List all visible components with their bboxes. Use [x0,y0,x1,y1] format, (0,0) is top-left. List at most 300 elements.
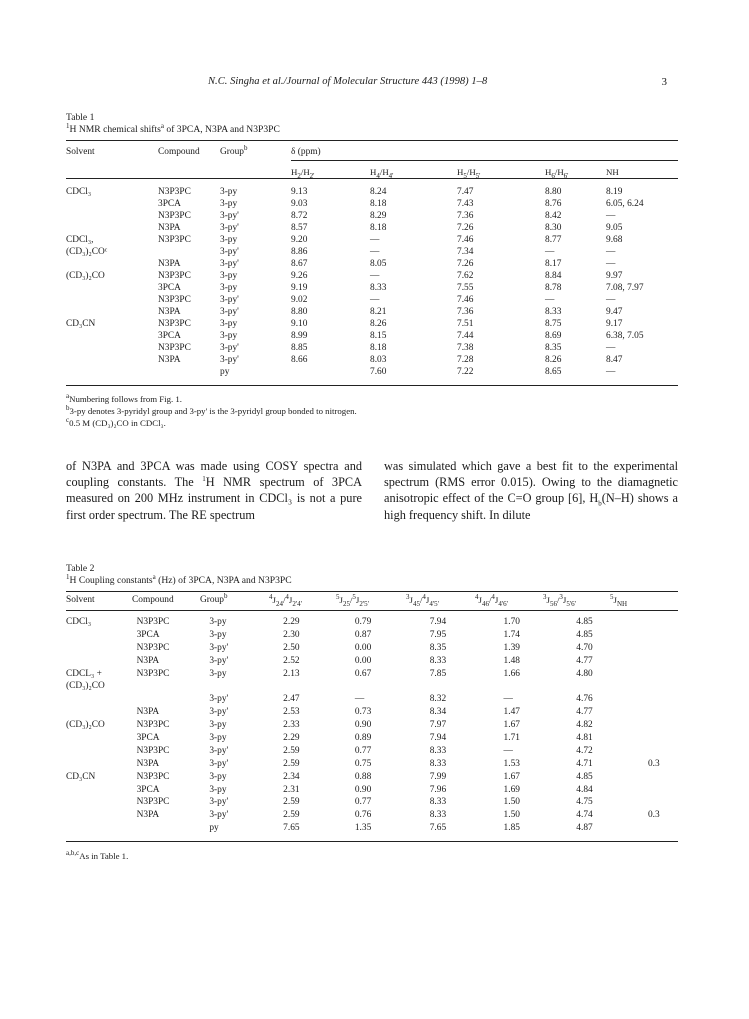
cell-nh: 8.47 [606,355,623,365]
cell-compound: N3P3PC [158,211,191,221]
cell-compound [158,366,220,378]
cell-j46: 1.39 [503,642,520,653]
cell-j46: 1.71 [503,733,520,744]
cell-j45: 7.94 [429,617,447,627]
cell-h6: 8.80 [545,187,562,197]
cell-j24: 2.52 [283,655,300,666]
table2-header [66,591,678,608]
cell-j45: 8.32 [429,694,447,705]
col-nh: NH [606,167,619,177]
cell-nh: — [606,295,616,305]
table2-top-rule [66,591,678,592]
table-row [66,210,678,222]
cell-solvent: (CD₃)₂CO [66,720,105,731]
cell-solvent: (CD₃)₂CO [66,271,105,281]
col-j56: $^3J_{56}/^3J_{5'6'}$ [543,593,576,608]
col-h2: $H_2/H_{2'}$ [291,167,315,180]
table-row [66,366,678,378]
cell-h4: 8.21 [370,307,387,317]
cell-j24: 2.50 [283,642,300,653]
cell-compound: 3PCA [136,629,160,640]
cell-compound: N3P3PC [158,235,191,245]
cell-compound: 3PCA [158,283,181,293]
cell-solvent: CD₃CN [66,319,96,329]
cell-jnh [648,616,678,629]
cell-j46: 1.50 [503,797,520,808]
table-row [66,318,678,330]
cell-j56: 4.85 [576,617,593,627]
cell-compound: N3P3PC [136,745,170,756]
cell-nh: 9.05 [606,223,623,233]
cell-j46: 1.70 [503,617,520,627]
cell-j24: 2.59 [283,797,300,808]
cell-h6: 8.30 [545,223,562,233]
cell-h4: 7.60 [370,367,387,377]
table1-body [66,186,678,378]
col-j24: $^4J_{24}/^4J_{2'4'}$ [269,593,302,608]
table-row [66,246,678,258]
cell-j56: 4.85 [576,771,593,782]
cell-nh: 6.05, 6.24 [606,199,644,209]
cell-compound: N3P3PC [136,771,170,782]
cell-solvent [66,784,137,797]
cell-j24: 2.59 [283,810,300,821]
cell-nh: — [606,367,616,377]
cell-j25: 0.77 [354,797,372,808]
table-row [66,668,678,681]
col-ppm: δ (ppm) [291,147,321,157]
cell-compound: N3P3PC [136,668,170,679]
cell-j56: 4.77 [576,707,593,718]
cell-group: 3-py [220,271,238,281]
cell-h2: 9.10 [291,319,308,329]
cell-h6: 8.77 [545,235,562,245]
cell-h5: 7.47 [457,187,474,197]
cell-h4: — [370,235,380,245]
cell-h4: 8.29 [370,211,387,221]
cell-solvent [66,354,158,366]
cell-j56: 4.76 [576,694,593,705]
table-row [66,198,678,210]
table-row [66,706,678,719]
cell-j25: 0.00 [354,642,372,653]
cell-group: 3-py' [209,655,229,666]
cell-compound: N3PA [136,655,160,666]
cell-compound: N3P3PC [158,343,191,353]
cell-group: 3-py [209,617,227,627]
cell-solvent [66,366,158,378]
cell-solvent: (CD₃)₂COᶜ [66,247,108,257]
cell-j45: 8.33 [429,758,447,769]
cell-h6: 8.42 [545,211,562,221]
cell-j24: 7.65 [283,823,300,834]
cell-j46 [504,680,577,693]
cell-solvent [66,822,137,835]
cell-h6: 8.78 [545,283,562,293]
cell-j46: 1.47 [503,707,520,718]
cell-h2: 9.20 [291,235,308,245]
cell-compound: N3PA [136,810,160,821]
col-compound: Compound [158,147,200,157]
cell-compound: 3PCA [136,733,160,744]
cell-jnh: 0.3 [647,810,660,821]
cell-j25: — [354,694,365,705]
cell-jnh [648,680,678,693]
cell-group: 3-py' [209,745,229,756]
cell-h4: 8.18 [370,223,387,233]
cell-h2: 8.66 [291,355,308,365]
table-row [66,270,678,282]
cell-nh: 9.97 [606,271,623,281]
cell-group: 3-py' [220,259,239,269]
cell-compound: N3P3PC [136,617,170,627]
cell-h6: 8.69 [545,331,562,341]
cell-compound: 3PCA [136,784,160,795]
cell-solvent [66,655,137,668]
cell-solvent [66,258,158,270]
cell-j25: 0.77 [354,745,372,756]
cell-h2: 9.02 [291,295,308,305]
cell-compound: N3PA [158,307,181,317]
cell-group: 3-py' [209,707,229,718]
table-row [66,693,678,706]
cell-group: 3-py' [209,758,229,769]
cell-h5: 7.28 [457,355,474,365]
cell-j46: 1.48 [503,655,520,666]
cell-group: 3-py' [220,295,239,305]
col-jnh: $^5J_{NH}$ [610,593,628,608]
col-solvent: Solvent [66,595,95,605]
cell-j25: 0.76 [354,810,372,821]
cell-j24: 2.34 [283,771,300,782]
cell-jnh [648,668,678,681]
cell-h5: 7.44 [457,331,474,341]
cell-j24: 2.59 [283,745,300,756]
cell-solvent: (CD₃)₂CO [66,681,105,692]
cell-j56: 4.71 [576,758,593,769]
cell-nh: — [606,343,616,353]
cell-jnh [648,629,678,642]
cell-group: 3-py' [209,810,229,821]
cell-group: 3-py' [209,797,229,808]
cell-j45: 8.34 [429,707,447,718]
cell-h2: 9.19 [291,283,308,293]
cell-solvent [66,693,137,706]
page-number: 3 [661,76,667,88]
cell-h5: 7.34 [457,247,474,257]
cell-j24: 2.13 [283,668,300,679]
cell-j56: 4.75 [576,797,593,808]
table-row [66,642,678,655]
cell-compound: N3P3PC [158,295,191,305]
cell-h6: 8.65 [545,367,562,377]
cell-solvent [66,210,158,222]
cell-compound: N3P3PC [158,271,191,281]
cell-j25: 0.67 [354,668,372,679]
cell-compound: N3P3PC [136,720,170,731]
cell-h4: 8.18 [370,199,387,209]
cell-group: 3-py [209,720,227,731]
cell-j56: 4.74 [576,810,593,821]
cell-jnh [648,796,678,809]
cell-jnh [648,822,678,835]
cell-compound [137,680,210,693]
footnote-c: $^c$0.5 M (CD₃)₂CO in CDCl₃. [66,416,166,428]
cell-h2: 8.80 [291,307,308,317]
cell-group: 3-py' [220,307,239,317]
cell-h5: 7.55 [457,283,474,293]
cell-h5: 7.46 [457,295,474,305]
cell-solvent [66,732,137,745]
cell-j46: 1.69 [503,784,520,795]
cell-j46: 1.67 [503,771,520,782]
cell-j46: — [503,694,513,705]
table1-header-rule [66,178,678,179]
cell-j25: 0.90 [354,720,372,731]
cell-jnh [648,784,678,797]
cell-j45: 7.95 [429,629,447,640]
cell-nh: 7.08, 7.97 [606,283,644,293]
cell-h5: 7.22 [457,367,474,377]
cell-j46: 1.50 [503,810,520,821]
cell-h2: 9.26 [291,271,308,281]
cell-h5: 7.36 [457,307,474,317]
cell-compound: 3PCA [158,331,181,341]
col-group: Group$^b$ [200,591,228,605]
cell-h4: 8.26 [370,319,387,329]
cell-group: 3-py [209,771,227,782]
cell-h6: 8.75 [545,319,562,329]
cell-nh: 6.38, 7.05 [606,331,644,341]
cell-j24: 2.47 [283,694,300,705]
col-group: Group$^b$ [220,143,248,157]
col-compound: Compound [132,595,174,605]
cell-j24: 2.29 [283,617,300,627]
table-row [66,342,678,354]
cell-j45: 8.33 [429,810,447,821]
cell-solvent: CDCl₃, [66,235,94,245]
cell-j56: 4.87 [576,823,593,834]
cell-j56 [576,680,648,693]
table-row [66,758,678,771]
cell-h4: 8.03 [370,355,387,365]
table-row [66,745,678,758]
cell-h2: 9.03 [291,199,308,209]
cell-jnh [648,693,678,706]
table-row [66,771,678,784]
cell-j46: — [503,745,513,756]
cell-jnh [648,732,678,745]
col-solvent: Solvent [66,147,95,157]
cell-solvent [66,796,137,809]
table-row [66,655,678,668]
cell-h2: 8.86 [291,247,308,257]
cell-j45: 7.97 [429,720,447,731]
cell-solvent [66,282,158,294]
table-row [66,186,678,198]
body-left-paragraph: of N3PA and 3PCA was made using COSY spectra and coupling constants. The $^1$H NMR spectrum of 3PCA measured on 200 MHz instrument in CDCl₃ is not a pure first order spectrum. The RE spectrum [66,459,362,522]
table-row [66,294,678,306]
cell-solvent [66,745,137,758]
cell-h6: 8.35 [545,343,562,353]
running-head [0,76,749,92]
table-row [66,234,678,246]
cell-group: 3-py [220,199,238,209]
cell-jnh [648,745,678,758]
table1-top-rule [66,140,678,141]
cell-h5: 7.26 [457,223,474,233]
cell-h4: — [370,271,380,281]
cell-compound: N3PA [158,259,181,269]
cell-j56: 4.81 [576,733,593,744]
table1-footnotes [66,393,357,429]
cell-solvent: CDCl₃ [66,187,92,197]
table1-header [66,143,678,180]
cell-nh: — [606,259,616,269]
cell-j25: 1.35 [354,823,372,834]
footnote-a: $^a$Numbering follows from Fig. 1. [66,392,182,404]
cell-h6: 8.84 [545,271,562,281]
cell-j24 [283,680,355,693]
cell-group: 3-py [209,629,227,640]
cell-h6: 8.76 [545,199,562,209]
table-row [66,732,678,745]
cell-compound: N3P3PC [136,797,170,808]
cell-h5: 7.62 [457,271,474,281]
table-row [66,330,678,342]
cell-j25: 0.75 [354,758,372,769]
col-j25: $^5J_{25}/^5J_{2'5'}$ [336,593,369,608]
cell-group: 3-py' [209,694,229,705]
cell-j25: 0.87 [354,629,372,640]
table-row [66,796,678,809]
col-h6: $H_6/H_{6'}$ [545,167,569,180]
table2-body [66,616,678,835]
cell-nh: 8.19 [606,187,623,197]
cell-j46: 1.66 [503,668,520,679]
cell-solvent [66,809,137,822]
cell-compound [158,246,220,258]
cell-nh: 9.47 [606,307,623,317]
col-j46: $^4J_{46}/^4J_{4'6'}$ [475,593,508,608]
table2-caption: $^1$H Coupling constants$^a$ (Hz) of 3PCA, N3PA and N3P3PC [66,572,292,586]
cell-h5: 7.26 [457,259,474,269]
table-row [66,222,678,234]
table-row [66,354,678,366]
cell-group: 3-py' [209,642,229,653]
cell-group: 3-py' [220,247,239,257]
footnote-b: $^b$3-py denotes 3-pyridyl group and 3-py' is the 3-pyridyl group bonded to nitrogen. [66,404,357,416]
cell-j25: 0.88 [354,771,372,782]
table1-title: Table 1 [66,112,95,123]
cell-compound [137,822,210,835]
cell-jnh [648,655,678,668]
cell-solvent [66,306,158,318]
cell-j24: 2.29 [283,733,300,744]
cell-j45: 7.96 [429,784,447,795]
cell-j45: 8.33 [429,655,447,666]
cell-h5: 7.36 [457,211,474,221]
cell-h5: 7.51 [457,319,474,329]
cell-group: 3-py' [220,343,239,353]
cell-h4: — [370,295,380,305]
cell-j45: 7.65 [429,823,447,834]
table-row [66,629,678,642]
cell-h2: 8.57 [291,223,308,233]
table1-bottom-rule [66,385,678,386]
cell-group: 3-py' [220,355,239,365]
table-row [66,282,678,294]
cell-h4: — [370,247,380,257]
cell-h6: 8.26 [545,355,562,365]
cell-j45: 7.94 [429,733,447,744]
cell-h2 [291,366,370,378]
cell-solvent [66,758,137,771]
cell-j56: 4.85 [576,629,593,640]
body-left-column [66,458,362,523]
cell-solvent: CDCL₃ + [66,668,102,679]
cell-compound: N3P3PC [158,319,191,329]
cell-j56: 4.80 [576,668,593,679]
cell-compound: N3PA [158,355,181,365]
cell-j56: 4.72 [576,745,593,756]
cell-j56: 4.70 [576,642,593,653]
cell-h4: 8.33 [370,283,387,293]
cell-compound [137,693,210,706]
cell-group: 3-py [209,668,227,679]
table2-footnote: $^{a,b,c}$As in Table 1. [66,849,129,861]
cell-j56: 4.82 [576,720,593,731]
cell-j46: 1.53 [503,758,520,769]
cell-h4: 8.18 [370,343,387,353]
cell-j25: 0.89 [354,733,372,744]
journal-citation: N.C. Singha et al./Journal of Molecular Structure 443 (1998) 1–8 [208,76,488,87]
cell-jnh: 0.3 [647,758,660,769]
cell-group [209,680,283,693]
cell-j24: 2.59 [283,758,300,769]
cell-group: 3-py [220,331,238,341]
cell-j45 [430,680,504,693]
cell-solvent [66,706,137,719]
cell-h2: 8.67 [291,259,308,269]
cell-j45: 8.33 [429,797,447,808]
cell-h4: 8.15 [370,331,387,341]
cell-solvent [66,198,158,210]
cell-j56: 4.77 [576,655,593,666]
cell-solvent [66,642,137,655]
cell-h2: 9.13 [291,187,308,197]
cell-h4: 8.24 [370,187,387,197]
cell-j24: 2.31 [283,784,300,795]
cell-h2: 8.72 [291,211,308,221]
table-row [66,784,678,797]
cell-compound: N3P3PC [158,187,191,197]
cell-j46: 1.67 [503,720,520,731]
cell-group: 3-py [220,283,238,293]
cell-solvent [66,294,158,306]
cell-solvent [66,330,158,342]
cell-j56: 4.84 [576,784,593,795]
cell-group: py [220,367,230,377]
cell-compound: N3PA [136,758,160,769]
table-row [66,809,678,822]
cell-group: 3-py' [220,223,239,233]
cell-solvent [66,222,158,234]
cell-h5: 7.46 [457,235,474,245]
table-row [66,258,678,270]
cell-nh: 9.17 [606,319,623,329]
cell-h2: 8.99 [291,331,308,341]
